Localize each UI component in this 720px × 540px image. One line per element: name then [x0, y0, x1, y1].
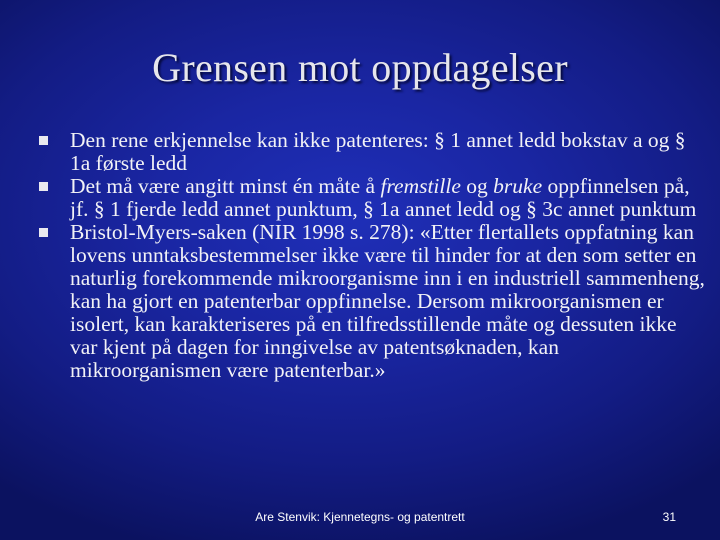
page-number: 31: [662, 510, 676, 524]
bullet-text-segment: og: [460, 174, 494, 198]
bullet-text-italic: fremstille: [380, 174, 461, 198]
square-bullet-icon: [39, 136, 48, 145]
bullet-item: [34, 175, 706, 221]
bullet-text: [70, 128, 686, 175]
bullet-text-segment: Bristol-Myers-saken (NIR 1998 s. 278): «Etter flertallets oppfatning kan lovens unntaksbestemmelser ikke være til hinder for at den som setter en naturlig forekommende mikroorganisme inn i en industriell sammenheng, kan ha gjort en patenterbar oppfinnelse. Dersom mikroorganismen er isolert, kan karakteriseres på en tilfredsstillende måte og dessuten ikke var kjent på dagen for inngivelse av patentsøknaden, kan mikroorganismen være patenterbar.»: [70, 220, 705, 382]
square-bullet-icon: [39, 228, 48, 237]
slide-footer: Are Stenvik: Kjennetegns- og patentrett: [255, 510, 465, 524]
square-bullet-icon: [39, 182, 48, 191]
bullet-item: [34, 221, 706, 382]
bullet-text-segment: Den rene erkjennelse kan ikke patenteres: § 1 annet ledd bokstav a og § 1a første ledd: [70, 128, 686, 175]
bullet-text-segment: Det må være angitt minst én måte å: [70, 174, 381, 198]
slide-title: Grensen mot oppdagelser: [152, 45, 568, 90]
bullet-text-italic: bruke: [493, 174, 543, 198]
bullet-list: [34, 129, 706, 382]
bullet-item: [34, 129, 706, 175]
bullet-text: [70, 174, 696, 221]
bullet-text-segment: oppfinnelsen på, jf. § 1 fjerde ledd annet punktum, § 1a annet ledd og § 3c annet punktum: [70, 174, 697, 221]
bullet-text: [70, 220, 705, 382]
